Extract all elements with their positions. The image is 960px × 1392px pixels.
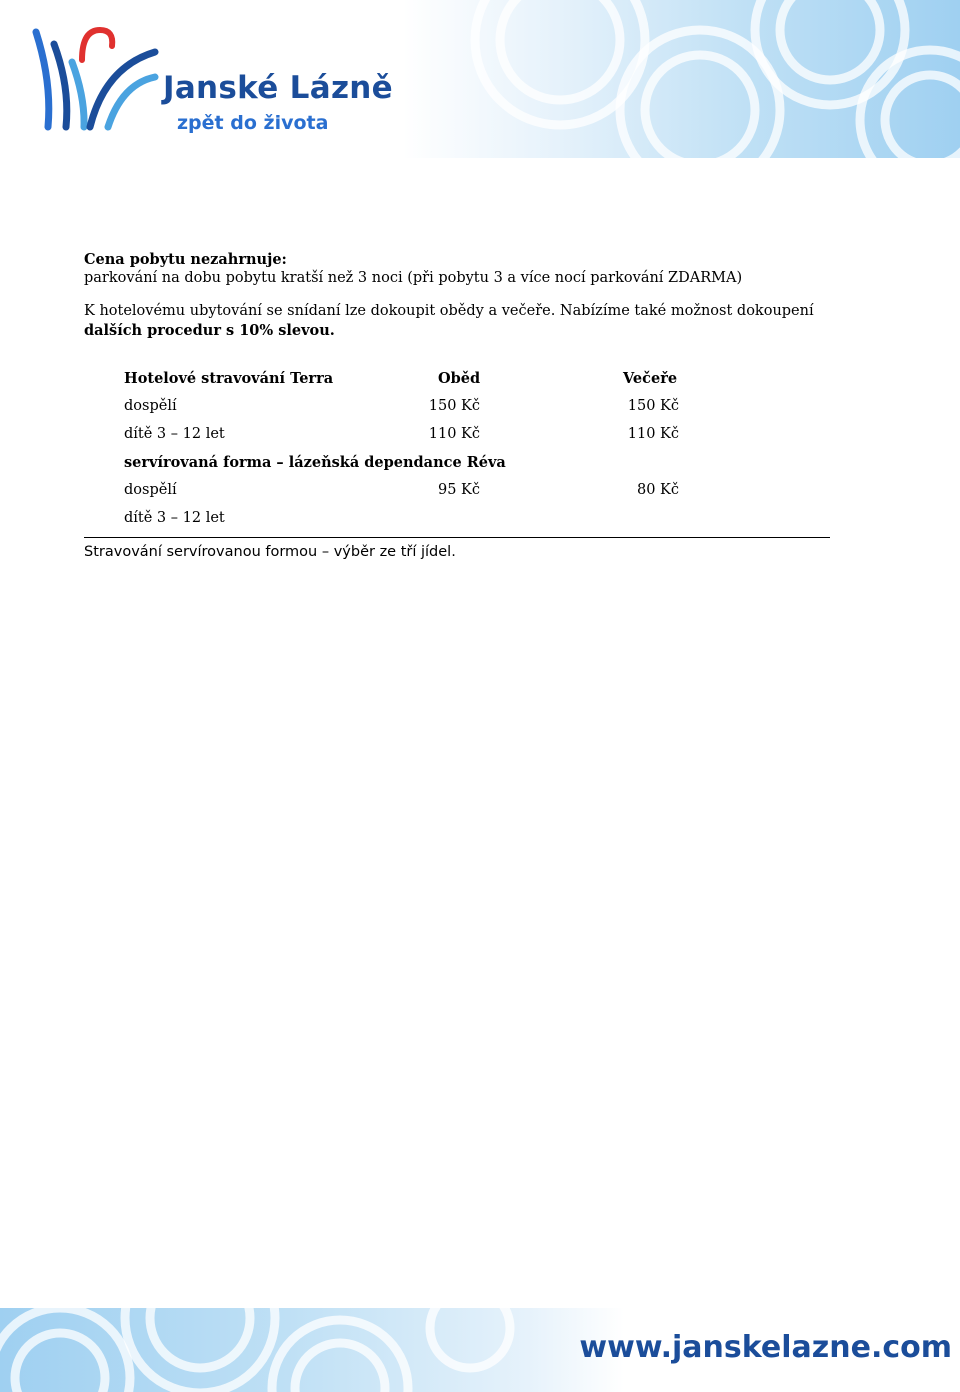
section-title-row	[124, 454, 704, 482]
intro-section	[84, 250, 844, 340]
section-title: servírovaná forma – lázeňská dependance Réva	[124, 454, 506, 471]
dinner-price: 150 Kč	[627, 398, 679, 414]
meal-price-table	[124, 370, 704, 538]
lunch-price: 110 Kč	[428, 426, 480, 442]
procedures-discount-text: dalších procedur s 10% slevou.	[84, 322, 335, 339]
table-row	[124, 398, 704, 426]
logo-title: Janské Lázně	[163, 70, 393, 106]
table-title: Hotelové stravování Terra	[124, 370, 334, 387]
header-banner	[0, 0, 960, 158]
table-row	[124, 510, 704, 538]
intro-heading: Cena pobytu nezahrnuje:	[84, 251, 287, 268]
dinner-price: 110 Kč	[627, 426, 679, 442]
dinner-price: 80 Kč	[636, 482, 679, 498]
column-lunch: Oběd	[438, 370, 481, 387]
column-dinner: Večeře	[623, 370, 678, 387]
row-label: dítě 3 – 12 let	[124, 510, 225, 526]
table-row	[124, 482, 704, 510]
logo-subtitle: zpět do života	[177, 112, 329, 134]
lunch-price: 150 Kč	[428, 398, 480, 414]
lunch-price: 95 Kč	[437, 482, 480, 498]
table-row	[124, 426, 704, 454]
row-label: dospělí	[124, 482, 177, 498]
meals-offer-text: K hotelovému ubytování se snídaní lze dokoupit obědy a večeře. Nabízíme také možnost dokoupení	[84, 303, 814, 319]
row-label: dítě 3 – 12 let	[124, 426, 225, 442]
footer-banner	[0, 1308, 960, 1392]
website-link[interactable]: www.janskelazne.com	[579, 1330, 952, 1365]
serving-note: Stravování servírovanou formou – výběr ze tří jídel.	[84, 544, 456, 560]
table-divider	[84, 537, 830, 538]
parking-note: parkování na dobu pobytu kratší než 3 noci (při pobytu 3 a více nocí parkování ZDARMA)	[84, 270, 743, 286]
janske-lazne-logo-icon	[30, 22, 160, 132]
row-label: dospělí	[124, 398, 177, 414]
table-header-row	[124, 370, 704, 398]
